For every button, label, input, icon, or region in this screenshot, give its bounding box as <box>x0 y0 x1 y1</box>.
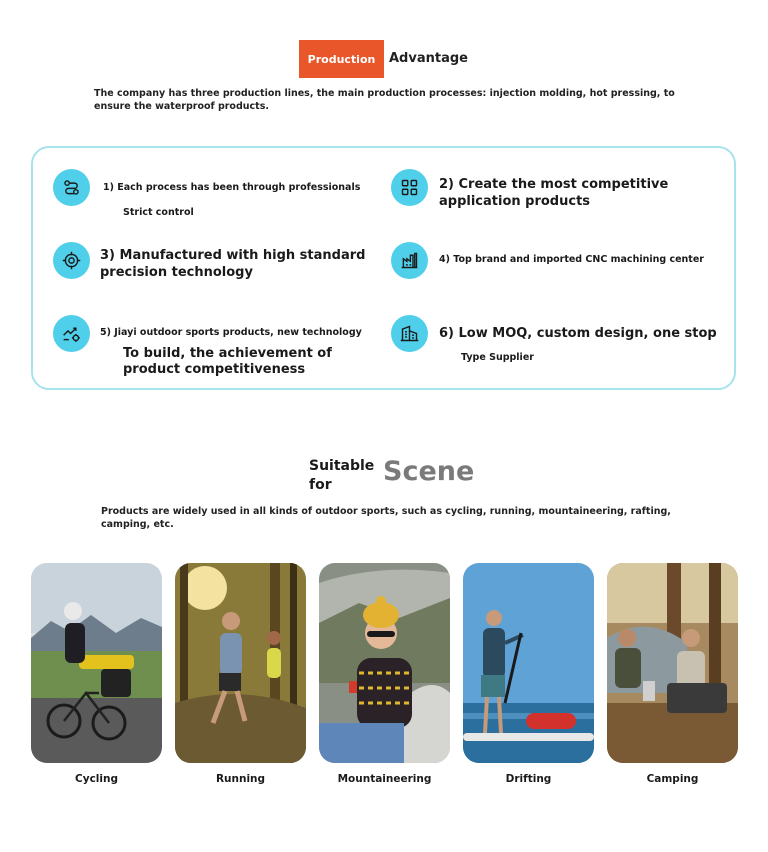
feature-3-line2: precision technology <box>100 265 253 280</box>
feature-6-line2: Type Supplier <box>461 352 534 363</box>
grid-apps-icon <box>391 169 428 206</box>
running-photo <box>175 563 306 763</box>
feature-4-line1: 4) Top brand and imported CNC machining center <box>439 254 704 265</box>
suitable-for-label: Suitable for <box>309 458 375 493</box>
cycling-photo <box>31 563 162 763</box>
intro-text: The company has three production lines, the main production processes: injection molding, hot pressing, to ensure the waterproof products. <box>94 88 675 112</box>
camping-label: Camping <box>646 773 699 785</box>
drifting-label: Drifting <box>505 773 552 785</box>
feature-2-line2: application products <box>439 194 591 209</box>
scene-description: Products are widely used in all kinds of outdoor sports, such as cycling, running, mountaineering, rafting, camping, etc. <box>101 506 671 530</box>
factory-icon <box>391 242 428 279</box>
feature-2-line1: 2) Create the most competitive <box>439 177 669 192</box>
mountaineering-photo <box>319 563 450 763</box>
process-icon <box>53 169 90 206</box>
scene-title: Scene <box>383 456 475 487</box>
growth-gear-icon <box>53 315 90 352</box>
building-icon <box>391 315 428 352</box>
production-badge: Production <box>299 40 384 78</box>
mountaineering-label: Mountaineering <box>337 773 432 785</box>
feature-1-line2: Strict control <box>123 207 194 218</box>
feature-3-line1: 3) Manufactured with high standard <box>100 248 366 263</box>
advantage-title: Advantage <box>389 51 468 66</box>
cycling-label: Cycling <box>75 773 118 785</box>
target-icon <box>53 242 90 279</box>
feature-5-line1: 5) Jiayi outdoor sports products, new technology <box>100 327 362 338</box>
feature-5-line3: product competitiveness <box>123 362 306 377</box>
drifting-photo <box>463 563 594 763</box>
feature-6-line1: 6) Low MOQ, custom design, one stop <box>439 326 717 341</box>
feature-5-line2: To build, the achievement of <box>123 346 332 361</box>
camping-photo <box>607 563 738 763</box>
feature-1-line1: 1) Each process has been through professionals <box>103 182 361 193</box>
running-label: Running <box>215 773 266 785</box>
